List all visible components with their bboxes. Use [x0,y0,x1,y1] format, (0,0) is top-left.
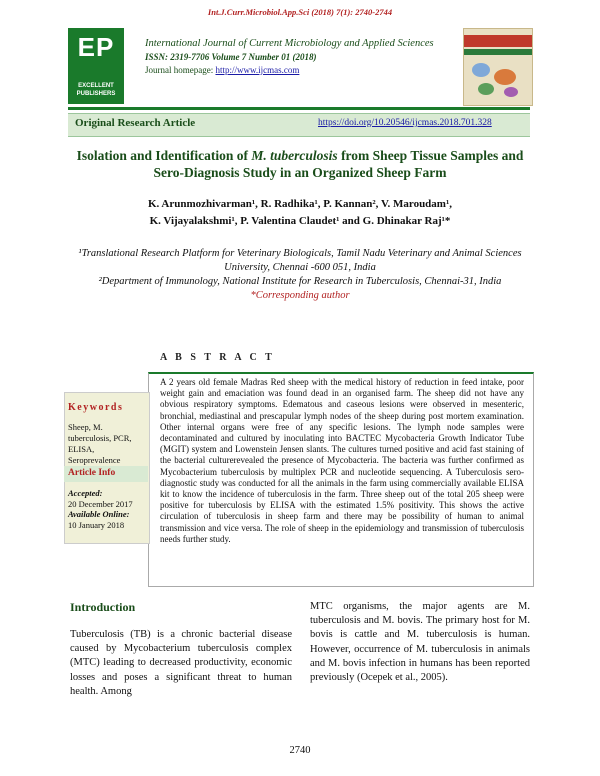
issn-line: ISSN: 2319-7706 Volume 7 Number 01 (2018) [145,52,317,62]
running-citation: Int.J.Curr.Microbiol.App.Sci (2018) 7(1): 2740-2744 [207,7,393,17]
available-date: 10 January 2018 [68,519,125,530]
article-info-list [68,488,146,530]
doi-link[interactable]: https://doi.org/10.20546/ijcmas.2018.701.328 [318,118,492,128]
accepted-date: 20 December 2017 [68,498,133,509]
accepted-label: Accepted: [68,488,103,498]
journal-homepage [145,65,299,75]
article-type-label: Original Research Article [75,117,196,129]
article-title [70,147,530,181]
logo-letters: EP [77,32,115,62]
page-number: 2740 [289,745,311,756]
title-italic: M. tuberculosis [251,148,338,163]
abstract-text: A 2 years old female Madras Red sheep with the medical history of reduction in feed intake, poor weight gain and emaciation was found dead in an organised farm. The sheep did not have any obvious respiratory symptoms. Edematous and caseous lesions were observed in mesenteric, bronchial, mediastinal and prescapular lymph nodes of the sheep during post mortem examination. Other internal organs were free of any specific lesions. The lymph node samples were decontaminated and cultured by inoculating into BACTEC Mycobacteria Growth Indicator Tube (MGIT) system and Lowenstein Jensen slants. The cultures turned positive and acid fast staining of the bacterial culturerevealed the presence of Mycobacteria. The bacteria was further confirmed as Mycobacterium tuberculosis by multiplex PCR and nucleotide sequencing. A Tuberculosis sero-diagnostic study was conducted for all the animals in the farm using commercially available ELISA kit to know the incidence of tuberculosis in the farm. Three sheep out of the total 205 sheep were positive for tuberculosis by ELISA with the estimated 1.5% positivity. This shows the active circulation of tuberculosis in sheep farm and there may be possibility of human to animal transmission and vice versa. The role of sheep in the epidemiology and transmission of tuberculosis needs further study. [160,377,524,544]
logo-subtext: EXCELLENT PUBLISHERS [76,83,116,97]
keywords-list: Sheep, M. tuberculosis, PCR, ELISA, Seroprevalence [68,422,132,465]
journal-name: International Journal of Current Microbiology and Applied Sciences [145,38,434,49]
corresponding-author: *Corresponding author [250,290,350,301]
header-rule [68,107,530,110]
title-part2: from Sheep Tissue Samples and Sero-Diagnosis Study in an Organized Sheep Farm [153,148,524,180]
homepage-link[interactable]: http://www.ijcmas.com [215,65,300,75]
authors-line-2: K. Vijayalakshmi¹, P. Valentina Claudet¹ and G. Dhinakar Raj¹* [149,215,451,227]
keywords-heading: Keywords [68,402,124,413]
article-info-heading-bar [64,466,148,482]
abstract-heading: A B S T R A C T [160,352,275,363]
affiliations [70,247,530,303]
authors-line-1: K. Arunmozhivarman¹, R. Radhika¹, P. Kannan², V. Maroudam¹, [147,198,453,210]
affiliation-1: ¹Translational Research Platform for Veterinary Biologicals, Tamil Nadu Veterinary and Animal Sciences University, Chennai -600 051, India [78,248,522,273]
article-info-heading: Article Info [68,468,116,478]
homepage-label: Journal homepage: [145,65,214,75]
available-label: Available Online: [68,509,130,519]
intro-right-column: MTC organisms, the major agents are M. tuberculosis and M. bovis. The primary host for M. bovis is cattle and M. tuberculosis is human. However, occurrence of M. tuberculosis in animals and M. bovis infection in humans has been reported previously (Ocepek et al., 2005). [310,601,530,684]
journal-cover-image [463,28,533,106]
author-list [70,196,530,230]
title-part1: Isolation and Identification of [76,148,252,163]
affiliation-2: ²Department of Immunology, National Institute for Research in Tuberculosis, Chennai-31, India [98,276,502,287]
intro-left-column: Tuberculosis (TB) is a chronic bacterial disease caused by Mycobacterium tuberculosis complex (MTC) leading to decreased productivity, economic losses and poses a significant threat to human health. Among [70,629,292,697]
introduction-heading: Introduction [70,600,136,614]
publisher-logo [68,28,124,104]
